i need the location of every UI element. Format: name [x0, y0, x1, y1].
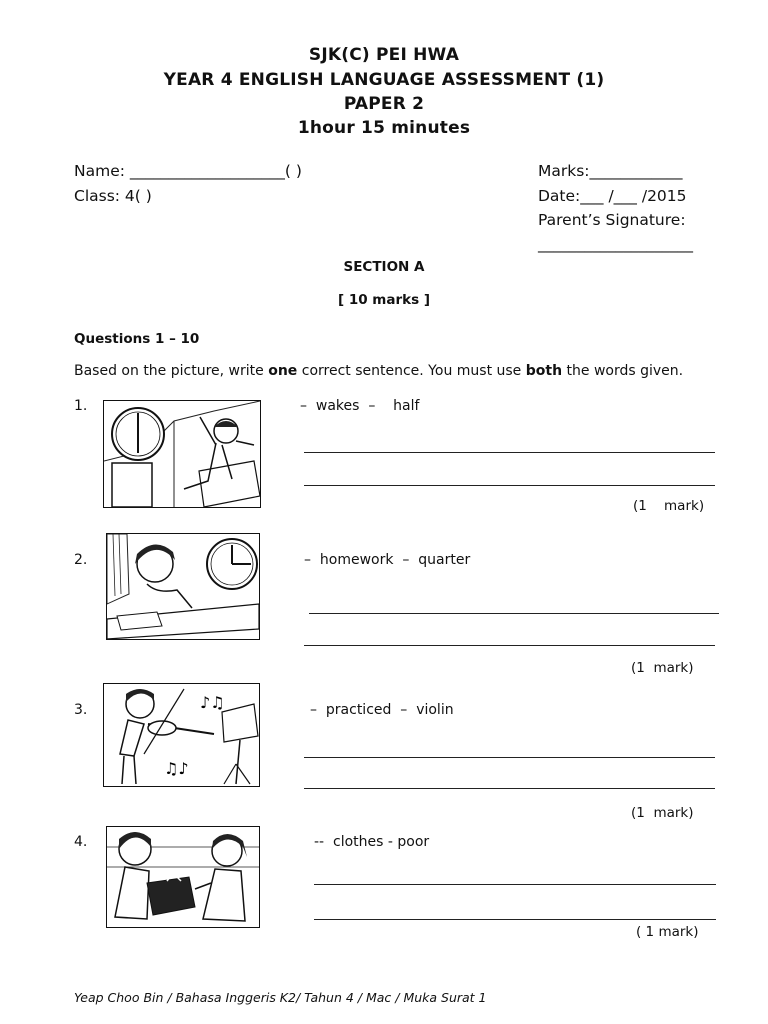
- question-words: – homework – quarter: [304, 552, 471, 568]
- duration: 1hour 15 minutes: [297, 118, 471, 138]
- question-1-picture: [103, 400, 261, 508]
- question-marks: ( 1 mark): [636, 924, 699, 940]
- question-words: -- clothes - poor: [314, 834, 430, 850]
- paper-title: PAPER 2: [343, 94, 425, 114]
- question-marks: (1 mark): [631, 660, 694, 676]
- section-title: SECTION A: [343, 259, 425, 275]
- svg-text:♪♫: ♪♫: [200, 693, 225, 712]
- answer-line[interactable]: [304, 788, 715, 789]
- question-number: 3.: [74, 702, 88, 718]
- class-field: Class: 4( ): [74, 187, 152, 205]
- signature-line: ____________________: [538, 235, 693, 253]
- instruction-bold1: one: [268, 363, 298, 379]
- girl-doing-homework-illustration: [107, 534, 259, 639]
- instruction-part1: Based on the picture, write: [74, 363, 269, 379]
- instruction-part2: correct sentence. You must use: [297, 363, 526, 379]
- clock-girl-waking-illustration: [104, 401, 260, 507]
- children-giving-clothes-illustration: [107, 827, 259, 927]
- instruction-bold2: both: [525, 363, 563, 379]
- question-words: – wakes – half: [300, 398, 420, 414]
- instruction-part3: the words given.: [562, 363, 684, 379]
- question-number: 4.: [74, 834, 88, 850]
- question-3-picture: [103, 683, 260, 787]
- question-2-picture: [106, 533, 260, 640]
- question-marks: (1 mark): [631, 805, 694, 821]
- question-4-picture: [106, 826, 260, 928]
- questions-heading: Questions 1 – 10: [74, 331, 200, 347]
- answer-line[interactable]: [304, 485, 715, 486]
- answer-line[interactable]: [304, 757, 715, 758]
- boy-playing-violin-illustration: [104, 684, 259, 786]
- answer-line[interactable]: [304, 452, 715, 453]
- date-field: Date:___ /___ /2015: [538, 187, 687, 205]
- answer-line[interactable]: [309, 613, 719, 614]
- marks-field: Marks:____________: [538, 162, 683, 180]
- question-marks: (1 mark): [633, 498, 705, 514]
- section-marks: [ 10 marks ]: [337, 292, 431, 308]
- answer-line[interactable]: [304, 645, 715, 646]
- page-footer: Yeap Choo Bin / Bahasa Inggeris K2/ Tahun 4 / Mac / Muka Surat 1: [74, 990, 487, 1005]
- question-words: – practiced – violin: [310, 702, 454, 718]
- question-number: 2.: [74, 552, 88, 568]
- school-name: SJK(C) PEI HWA: [308, 45, 460, 65]
- instruction: [74, 363, 683, 379]
- answer-line[interactable]: [314, 919, 716, 920]
- name-field: Name: ____________________( ): [74, 162, 302, 180]
- question-number: 1.: [74, 398, 88, 414]
- svg-text:♫♪: ♫♪: [164, 759, 189, 778]
- answer-line[interactable]: [314, 884, 716, 885]
- assessment-title: YEAR 4 ENGLISH LANGUAGE ASSESSMENT (1): [163, 70, 605, 90]
- signature-label: Parent’s Signature:: [538, 211, 686, 229]
